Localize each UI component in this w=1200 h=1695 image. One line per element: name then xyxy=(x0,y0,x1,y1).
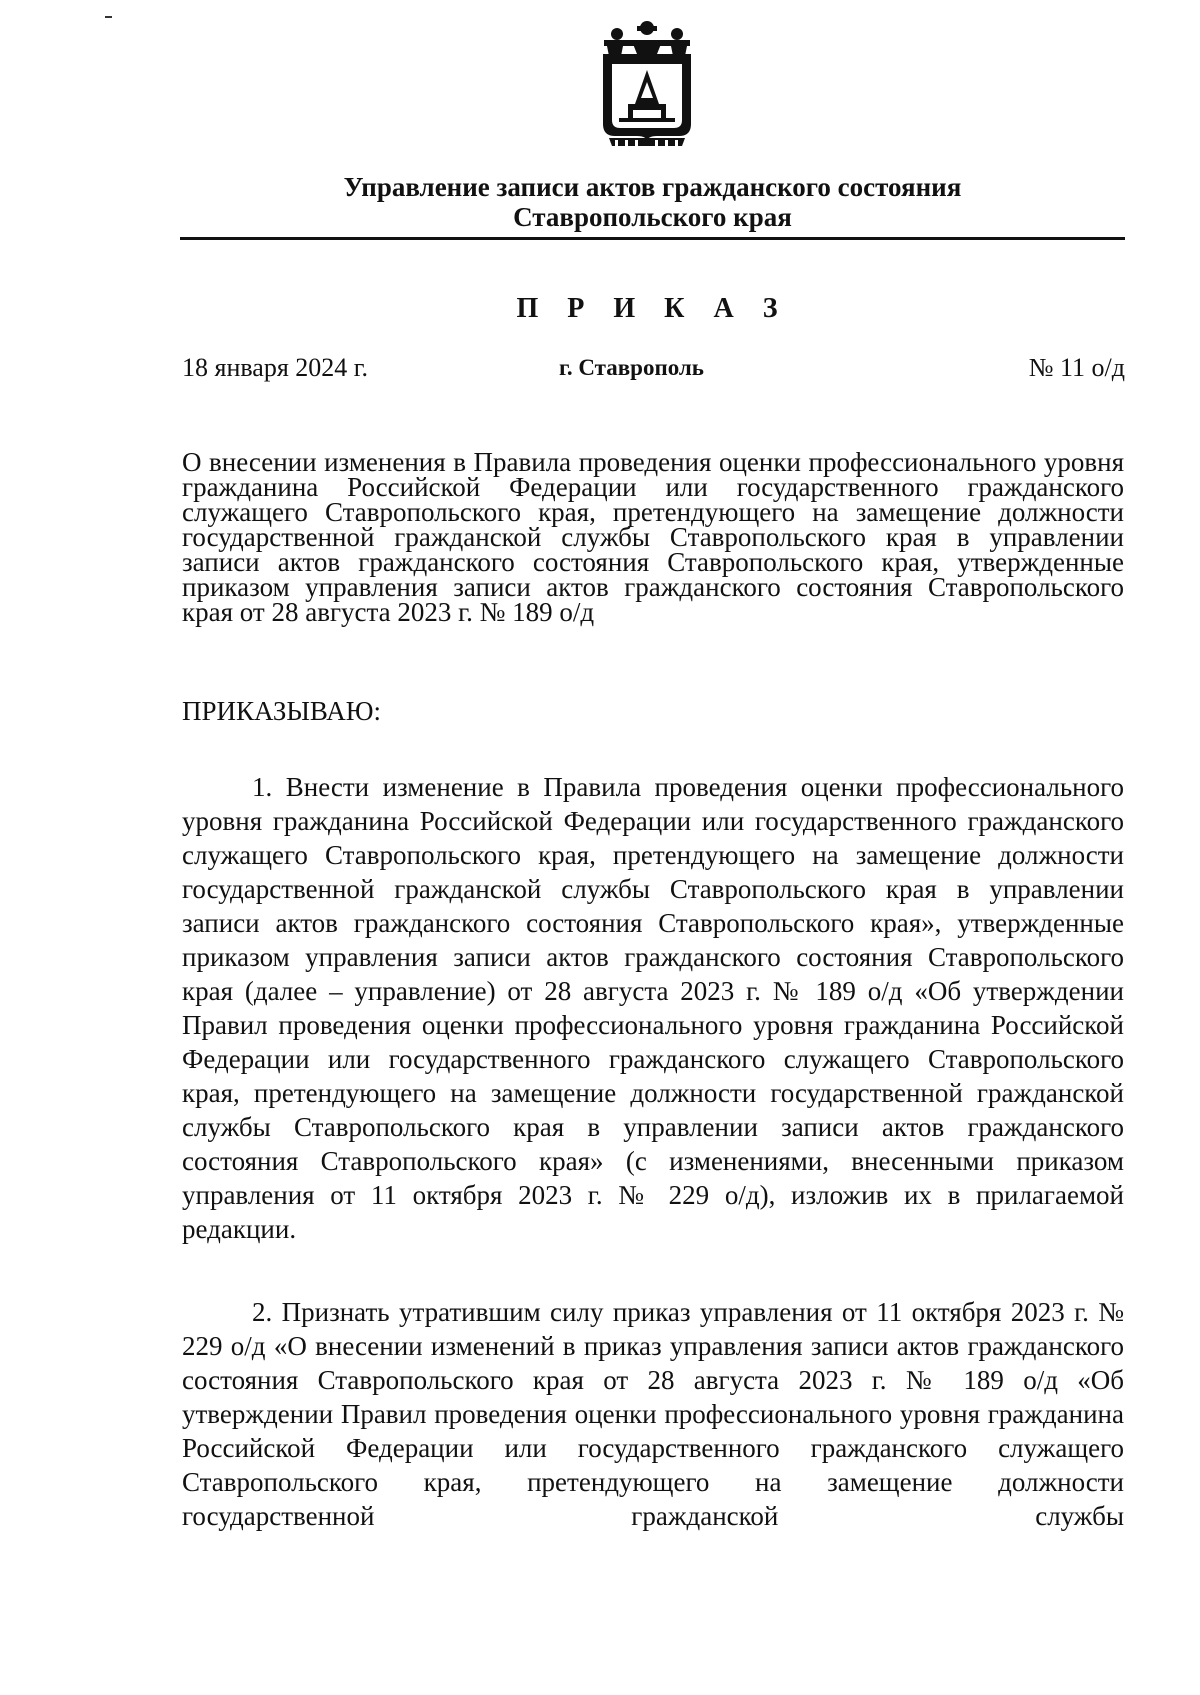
order-paragraph-1: 1. Внести изменение в Правила проведения оценки профессионального уровня гражданина Российской Федерации или государственного гражданского служащего Ставропольского края, претендующего на замещение должности государственной гражданской службы Ставропольского края в управлении записи актов гражданского состояния Ставропольского края», утвержденные приказом управления записи актов гражданского состояния Ставропольского края (далее – управление) от 28 августа 2023 г. № 189 о/д «Об утверждении Правил проведения оценки профессионального уровня гражданина Российской Федерации или государственного гражданского служащего Ставропольского края, претендующего на замещение должности государственной гражданской службы Ставропольского края в управлении записи актов гражданского состояния Ставропольского края» (с изменениями, внесенными приказом управления от 11 октября 2023 г. № 229 о/д), изложив их в прилагаемой редакции. xyxy=(182,772,1124,1244)
order-paragraph-2: 2. Признать утратившим силу приказ управления от 11 октября 2023 г. № 229 о/д «О внесении изменений в приказ управления записи актов гражданского состояния Ставропольского края от 28 августа 2023 г. № 189 о/д «Об утверждении Правил проведения оценки профессионального уровня гражданина Российской Федерации или государственного гражданского служащего Ставропольского края, претендующего на замещение должности государственной гражданской службы xyxy=(182,1297,1124,1531)
header-divider xyxy=(180,237,1125,240)
organization-name-line1: Управление записи актов гражданского состояния xyxy=(343,172,962,202)
document-city: г. Ставрополь xyxy=(559,355,704,380)
organization-name xyxy=(180,172,1125,232)
document-title: П Р И К А З xyxy=(516,293,789,324)
document-date: 18 января 2024 г. xyxy=(182,353,369,382)
scan-speck xyxy=(105,16,112,18)
organization-name-line2: Ставропольского края xyxy=(513,202,792,232)
coat-of-arms-icon xyxy=(599,20,695,150)
order-heading: ПРИКАЗЫВАЮ: xyxy=(182,696,381,726)
document-subject: О внесении изменения в Правила проведения оценки профессионального уровня гражданина Российской Федерации или государственного гражданского служащего Ставропольского края, претендующего на замещение должности государственной гражданской службы Ставропольского края в управлении записи актов гражданского состояния Ставропольского края, утвержденные приказом управления записи актов гражданского состояния Ставропольского края от 28 августа 2023 г. № 189 о/д xyxy=(182,447,1124,627)
document-number: № 11 о/д xyxy=(1028,353,1125,382)
